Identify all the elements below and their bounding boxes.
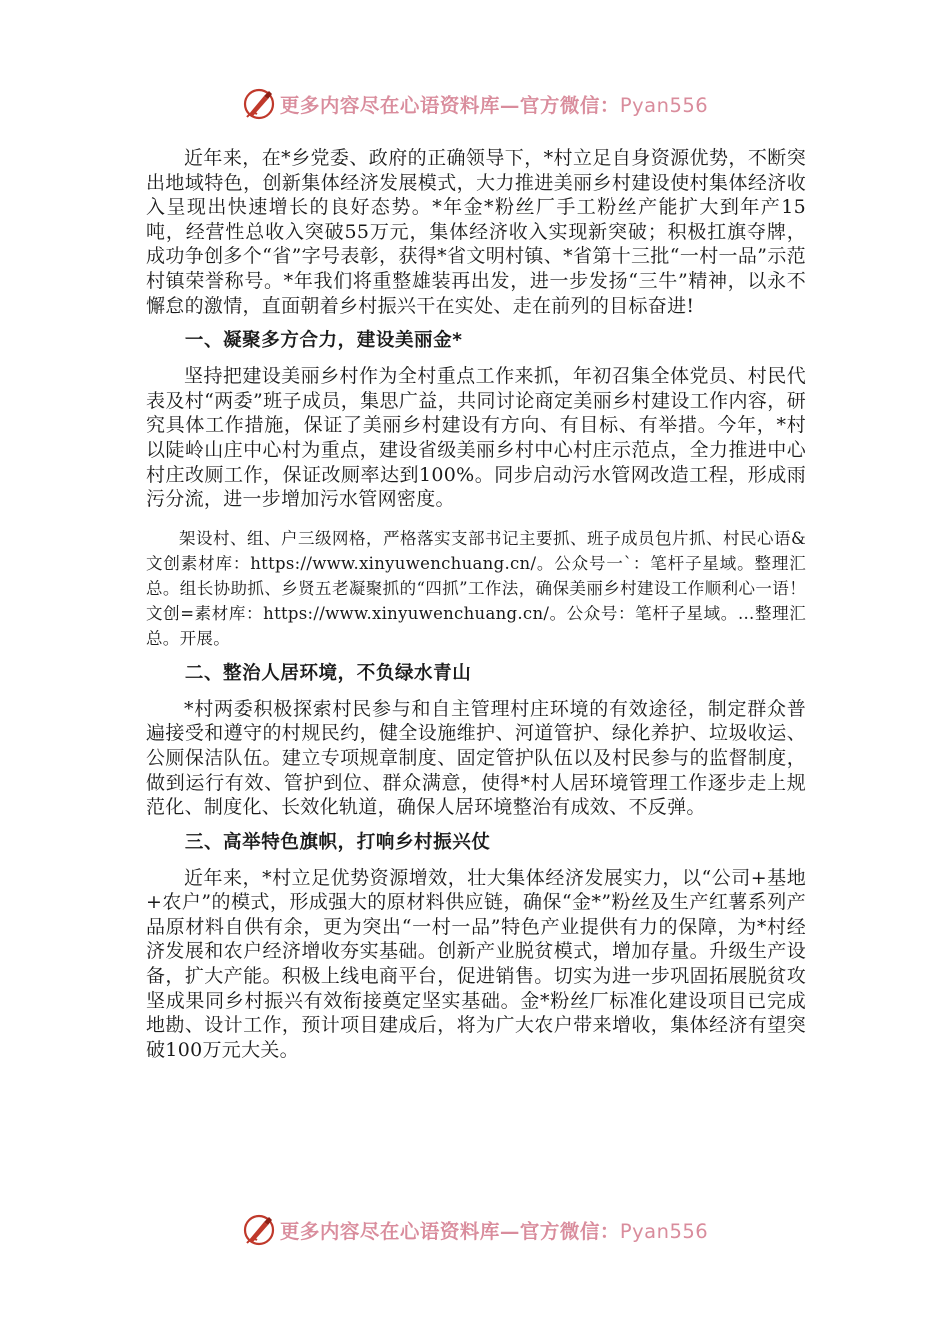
header-banner: [0, 84, 950, 124]
banner-wechat-id: Pyan556: [619, 94, 709, 117]
banner-wechat-id: Pyan556: [619, 1220, 709, 1243]
section-heading-1: 一、凝聚多方合力，建设美丽金*: [184, 330, 463, 352]
footer-banner: [0, 1210, 950, 1250]
section-3-paragraph-1: 近年来，*村立足优势资源增效，壮大集体经济发展实力，以“公司+基地+农户”的模式，形成强大的原材料供应链，确保“金*”粉丝及生产红薯系列产品原材料自供有余，更为突出“一村一品”特色产业提供有力的保障，为*村经济发展和农户经济增收夯实基础。创新产业脱贫模式，增加存量。升级生产设备，扩大产能。积极上线电商平台，促进销售。切实为进一步巩固拓展脱贫攻坚成果同乡村振兴有效衔接奠定坚实基础。金*粉丝厂标准化建设项目已完成地勘、设计工作，预计项目建成后，将为广大农户带来增收，集体经济有望突破100万元大关。: [146, 866, 806, 1061]
banner-text: 更多内容尽在心语资料库—官方微信：: [279, 94, 620, 117]
banner-label: [280, 1216, 708, 1244]
intro-paragraph: 近年来，在*乡党委、政府的正确领导下，*村立足自身资源优势，不断突出地域特色，创新集体经济发展模式，大力推进美丽乡村建设使村集体经济收入呈现出快速增长的良好态势。*年金*粉丝厂手工粉丝产能扩大到年产15吨，经营性总收入突破55万元，集体经济收入实现新突破；积极扛旗夺牌，成功争创多个“省”字号表彰，获得*省文明村镇、*省第十三批“一村一品”示范村镇荣誉称号。*年我们将重整雄装再出发，进一步发扬“三牛”精神，以永不懈怠的激情，直面朝着乡村振兴干在实处、走在前列的目标奋进!: [146, 147, 806, 317]
document-body: [146, 146, 806, 1062]
pen-logo-icon: [242, 1213, 276, 1247]
section-1-paragraph-2: 架设村、组、户三级网格，严格落实支部书记主要抓、班子成员包片抓、村民心语&文创素材库：https://www.xinyuwenchuang.cn/。公众号一`：笔杆子星域。整理汇总。组长协助抓、乡贤五老凝聚抓的“四抓”工作法，确保美丽乡村建设工作顺利心一语！文创=素材库：https://www.xinyuwenchuang.cn/。公众号：笔杆子星域。…整理汇总。开展。: [146, 528, 806, 648]
section-heading-3: 三、高举特色旗帜，打响乡村振兴仗: [184, 831, 491, 853]
section-2-paragraph-1: *村两委积极探索村民参与和自主管理村庄环境的有效途径，制定群众普遍接受和遵守的村规民约，健全设施维护、河道管护、绿化养护、垃圾收运、公厕保洁队伍。建立专项规章制度、固定管护队伍以及村民参与的监督制度，做到运行有效、管护到位、群众满意，使得*村人居环境管理工作逐步走上规范化、制度化、长效化轨道，确保人居环境整治有成效、不反弹。: [146, 697, 806, 819]
section-1-paragraph-1: 坚持把建设美丽乡村作为全村重点工作来抓，年初召集全体党员、村民代表及村“两委”班子成员，集思广益，共同讨论商定美丽乡村建设工作内容，研究具体工作措施，保证了美丽乡村建设有方向、有目标、有举措。今年，*村以陡岭山庄中心村为重点，建设省级美丽乡村中心村庄示范点，全力推进中心村庄改厕工作，保证改厕率达到100%。同步启动污水管网改造工程，形成雨污分流，进一步增加污水管网密度。: [146, 365, 806, 511]
pen-logo-icon: [242, 87, 276, 121]
banner-text: 更多内容尽在心语资料库—官方微信：: [279, 1220, 620, 1243]
banner-label: [280, 90, 708, 118]
section-heading-2: 二、整治人居环境，不负绿水青山: [184, 662, 472, 684]
